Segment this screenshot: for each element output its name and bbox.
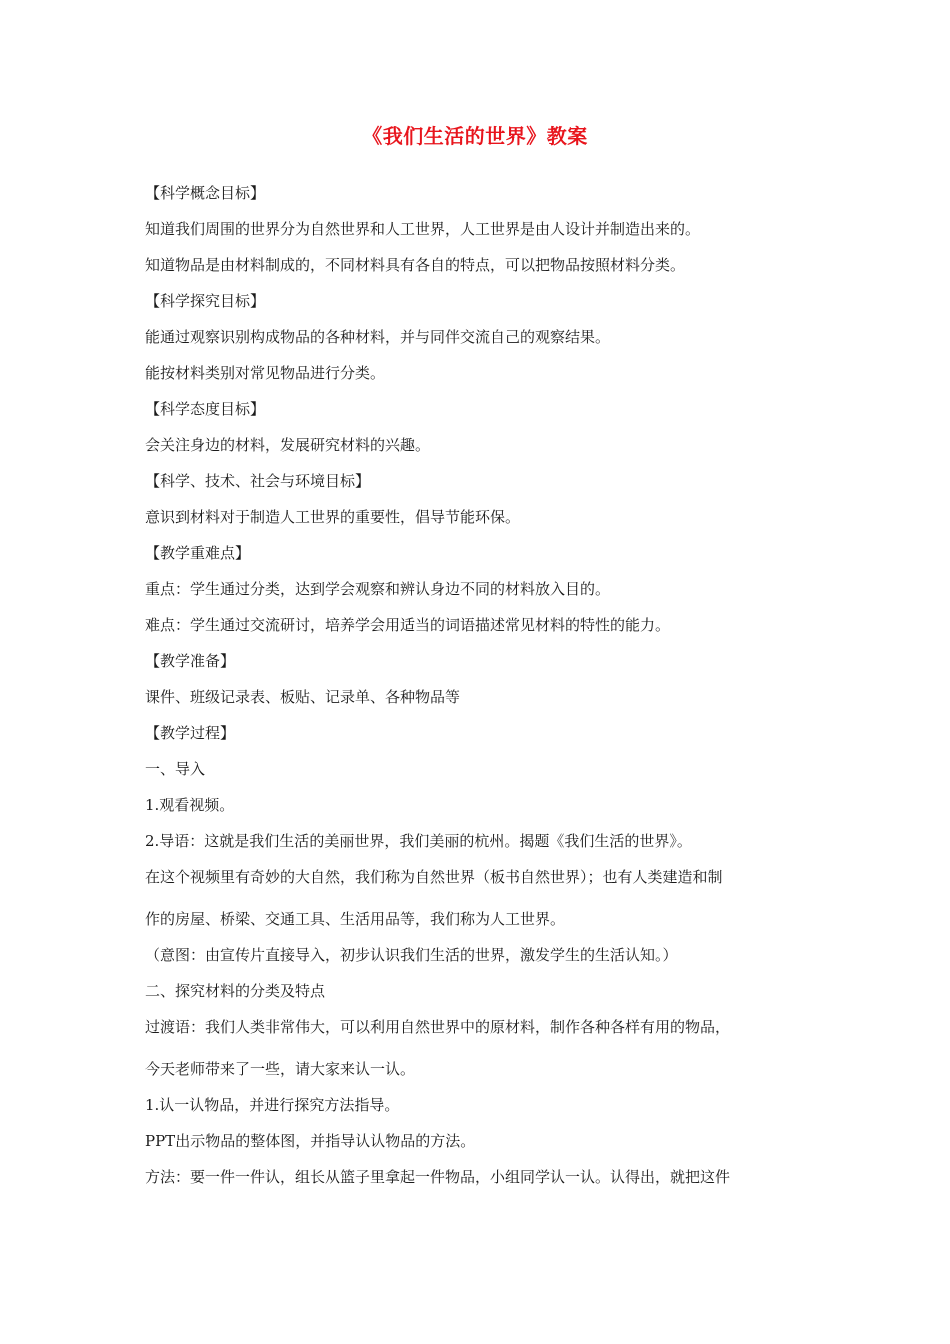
section-heading-key-points: 【教学重难点】 bbox=[145, 544, 251, 562]
paragraph-line: 重点：学生通过分类，达到学会观察和辨认身边不同的材料放入目的。 bbox=[145, 580, 611, 598]
paragraph-line: 会关注身边的材料，发展研究材料的兴趣。 bbox=[145, 436, 431, 454]
section-heading-process: 【教学过程】 bbox=[145, 724, 236, 742]
paragraph-line: 意识到材料对于制造人工世界的重要性，倡导节能环保。 bbox=[145, 508, 521, 526]
paragraph-line: 能通过观察识别构成物品的各种材料，并与同伴交流自己的观察结果。 bbox=[145, 328, 611, 346]
paragraph-line: 方法：要一件一件认，组长从篮子里拿起一件物品，小组同学认一认。认得出，就把这件 bbox=[145, 1168, 731, 1186]
paragraph-line: 能按材料类别对常见物品进行分类。 bbox=[145, 364, 386, 382]
paragraph-line: （意图：由宣传片直接导入，初步认识我们生活的世界，激发学生的生活认知。） bbox=[145, 946, 678, 964]
paragraph-line: 1.观看视频。 bbox=[145, 796, 235, 814]
paragraph-line: 2.导语：这就是我们生活的美丽世界，我们美丽的杭州。揭题《我们生活的世界》。 bbox=[145, 832, 692, 850]
paragraph-line: PPT出示物品的整体图，并指导认认物品的方法。 bbox=[145, 1132, 476, 1150]
paragraph-line: 1.认一认物品，并进行探究方法指导。 bbox=[145, 1096, 400, 1114]
section-heading-stse: 【科学、技术、社会与环境目标】 bbox=[145, 472, 371, 490]
document-title: 《我们生活的世界》教案 bbox=[362, 124, 588, 148]
paragraph-line: 课件、班级记录表、板贴、记录单、各种物品等 bbox=[145, 688, 461, 706]
paragraph-line: 今天老师带来了一些，请大家来认一认。 bbox=[145, 1060, 416, 1078]
paragraph-line: 知道物品是由材料制成的，不同材料具有各自的特点，可以把物品按照材料分类。 bbox=[145, 256, 686, 274]
section-heading-preparation: 【教学准备】 bbox=[145, 652, 236, 670]
section-heading-attitude: 【科学态度目标】 bbox=[145, 400, 266, 418]
paragraph-line: 知道我们周围的世界分为自然世界和人工世界，人工世界是由人设计并制造出来的。 bbox=[145, 220, 701, 238]
paragraph-line: 难点：学生通过交流研讨，培养学会用适当的词语描述常见材料的特性的能力。 bbox=[145, 616, 671, 634]
paragraph-line: 作的房屋、桥梁、交通工具、生活用品等，我们称为人工世界。 bbox=[145, 910, 566, 928]
section-heading-concept: 【科学概念目标】 bbox=[145, 184, 266, 202]
paragraph-line: 过渡语：我们人类非常伟大，可以利用自然世界中的原材料，制作各种各样有用的物品， bbox=[145, 1018, 731, 1036]
document-body bbox=[145, 175, 815, 1195]
subsection-heading: 二、探究材料的分类及特点 bbox=[145, 982, 326, 1000]
section-heading-inquiry: 【科学探究目标】 bbox=[145, 292, 266, 310]
paragraph-line: 在这个视频里有奇妙的大自然，我们称为自然世界（板书自然世界）；也有人类建造和制 bbox=[145, 868, 723, 886]
subsection-heading: 一、导入 bbox=[145, 760, 206, 778]
